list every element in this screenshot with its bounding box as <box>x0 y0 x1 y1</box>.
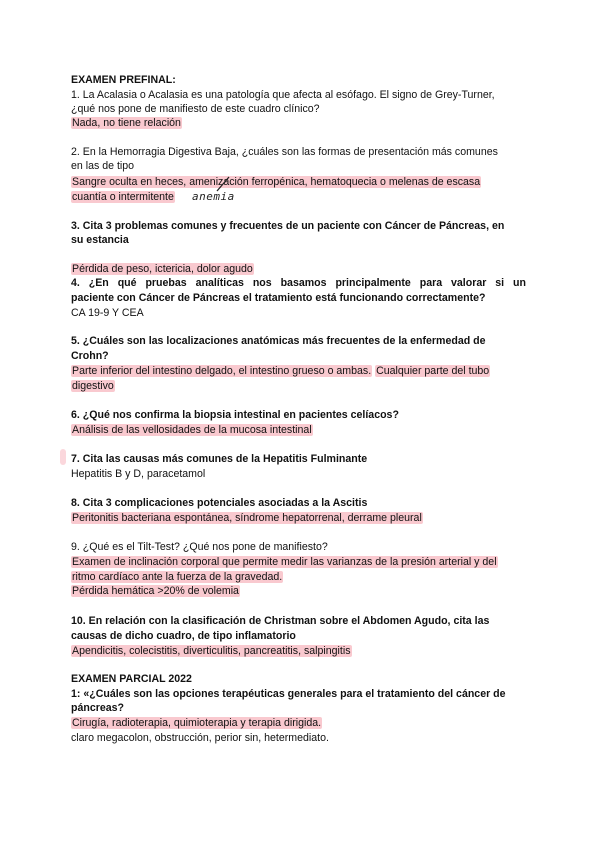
exam-title: EXAMEN PREFINAL: <box>71 74 176 86</box>
struck-word <box>189 176 248 188</box>
answer-1-highlight: Nada, no tiene relación <box>72 117 181 129</box>
question-9: 9. ¿Qué es el Tilt-Test? ¿Qué nos pone de manifiesto? <box>71 541 328 553</box>
answer-4: CA 19-9 Y CEA <box>71 307 144 319</box>
question-4-line-2: paciente con Cáncer de Páncreas el tratamiento está funcionando correctamente? <box>71 292 486 304</box>
section-2-note: claro megacolon, obstrucción, perior sin, hetermediato. <box>71 732 329 744</box>
question-2-line-2: en las de tipo <box>71 160 135 172</box>
section-2-question-1-line-2: páncreas? <box>71 702 124 714</box>
question-10-line-2: causas de dicho cuadro, de tipo inflamatorio <box>71 630 296 642</box>
answer-5-highlight-a: Parte inferior del intestino delgado, el intestino grueso o ambas. <box>72 365 372 377</box>
question-3-line-1: 3. Cita 3 problemas comunes y frecuentes de un paciente con Cáncer de Páncreas, en <box>71 220 505 232</box>
answer-9-highlight-a: Examen de inclinación corporal que permite medir las varianzas de la presión arterial y del <box>72 556 497 568</box>
section-2-answer-1 <box>71 716 322 730</box>
answer-2-part-pre: Sangre oculta en heces, <box>72 176 190 188</box>
answer-10-highlight: Apendicitis, colecistitis, diverticulitis, pancreatitis, salpingitis <box>72 645 351 657</box>
answer-2-line-1 <box>71 175 481 189</box>
answer-8-highlight: Peritonitis bacteriana espontánea, síndrome hepatorrenal, derrame pleural <box>72 512 422 524</box>
answer-9-highlight-b: ritmo cardíaco ante la fuerza de la gravedad. <box>72 571 283 583</box>
question-8: 8. Cita 3 complicaciones potenciales asociadas a la Ascitis <box>71 497 368 509</box>
answer-2-highlight-b: cuantía o intermitente <box>72 191 174 203</box>
question-3-line-2: su estancia <box>71 234 129 246</box>
section-2-answer-1-highlight: Cirugía, radioterapia, quimioterapia y terapia dirigida. <box>72 717 322 729</box>
answer-8 <box>71 511 423 525</box>
answer-9-highlight-c: Pérdida hemática >20% de volemia <box>72 585 239 597</box>
answer-9-line-2 <box>71 570 283 584</box>
question-1-line-1: 1. La Acalasia o Acalasia es una patología que afecta al esófago. El signo de Grey-Turner, <box>71 89 495 101</box>
answer-7: Hepatitis B y D, paracetamol <box>71 468 206 480</box>
answer-3-highlight: Pérdida de peso, ictericia, dolor agudo <box>72 263 253 275</box>
handwritten-correction: anemia <box>192 190 235 203</box>
question-1-line-2: ¿qué nos pone de manifiesto de este cuadro clínico? <box>71 103 320 115</box>
section-2-title: EXAMEN PARCIAL 2022 <box>71 673 192 685</box>
question-2-line-1: 2. En la Hemorragia Digestiva Baja, ¿cuáles son las formas de presentación más comunes <box>71 146 498 158</box>
section-2-question-1-line-1: 1: «¿Cuáles son las opciones terapéuticas generales para el tratamiento del cáncer de <box>71 688 506 700</box>
answer-6-highlight: Análisis de las vellosidades de la mucosa intestinal <box>72 424 312 436</box>
question-4-line-1: 4. ¿En qué pruebas analíticas nos basamos principalmente para valorar si un <box>71 277 526 289</box>
question-10-line-1: 10. En relación con la clasificación de Christman sobre el Abdomen Agudo, cita las <box>71 615 490 627</box>
answer-5-highlight-b: Cualquier parte del tubo <box>376 365 490 377</box>
answer-9-line-1 <box>71 555 498 569</box>
answer-5-highlight-c: digestivo <box>72 380 114 392</box>
answer-5-line-1 <box>71 364 490 378</box>
answer-6 <box>71 423 313 437</box>
question-5-line-1: 5. ¿Cuáles son las localizaciones anatómicas más frecuentes de la enfermedad de <box>71 335 486 347</box>
answer-2-highlight-a <box>71 176 481 188</box>
struck-word-text: amenización <box>189 176 249 188</box>
answer-2-line-2 <box>71 190 175 204</box>
answer-9-line-3 <box>71 584 240 598</box>
answer-3 <box>71 262 254 276</box>
answer-10 <box>71 644 352 658</box>
question-6: 6. ¿Qué nos confirma la biopsia intestinal en pacientes celíacos? <box>71 409 399 421</box>
question-7: 7. Cita las causas más comunes de la Hepatitis Fulminante <box>71 453 368 465</box>
answer-1 <box>71 116 182 130</box>
question-5-line-2: Crohn? <box>71 350 109 362</box>
highlight-mark <box>60 449 66 465</box>
answer-5-line-2 <box>71 379 115 393</box>
answer-2-part-post: ferropénica, hematoquecia o melenas de escasa <box>248 176 481 188</box>
